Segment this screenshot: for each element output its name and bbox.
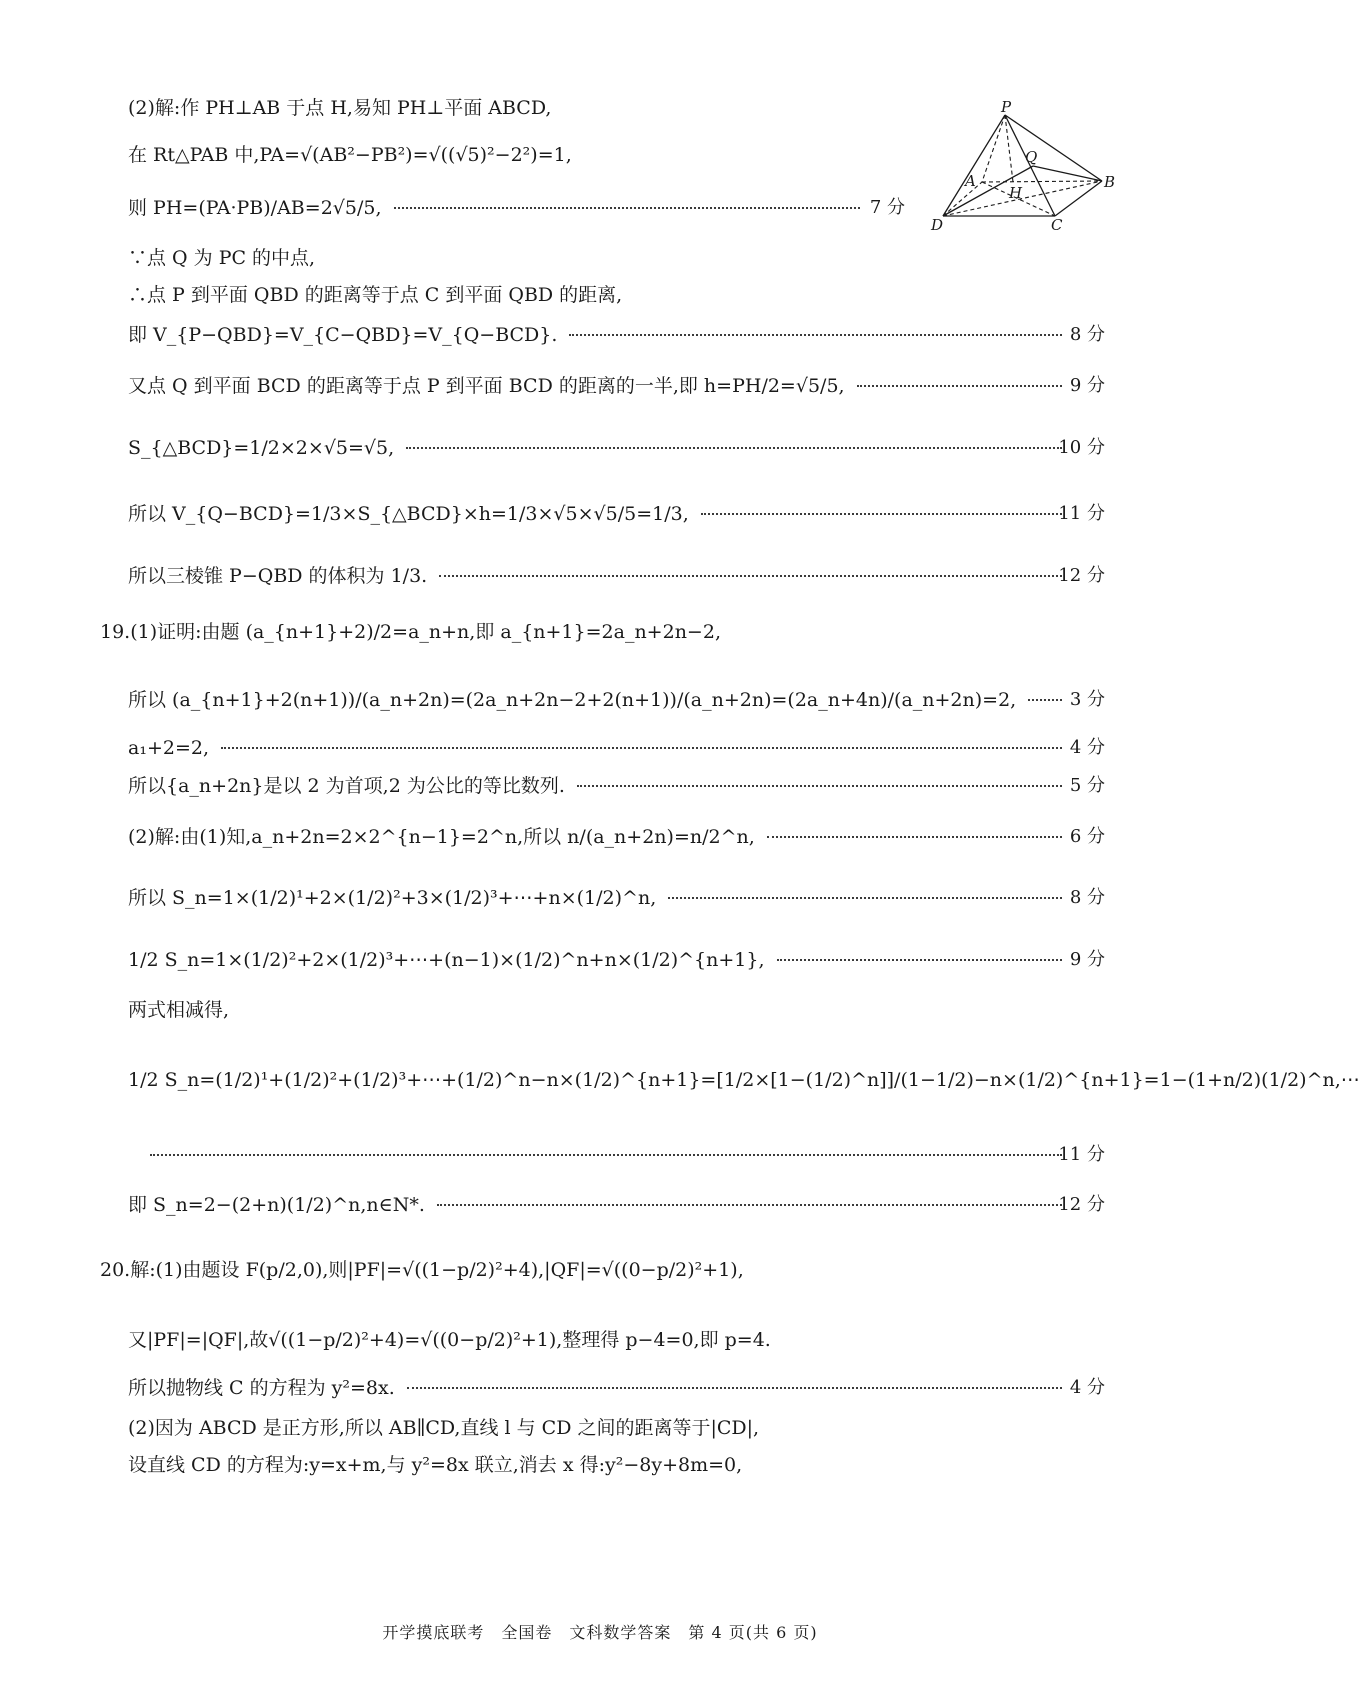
label-B: B [1104, 173, 1116, 191]
text-line [0, 556, 1200, 596]
text-line [0, 680, 1200, 720]
leader-dots [569, 334, 1062, 336]
leader-dots [577, 785, 1062, 787]
score-mark: 9 分 [1069, 375, 1105, 396]
leader-dots [701, 513, 1062, 515]
line-text: 19.(1)证明:由题 (a_{n+1}+2)/2=a_n+n,即 a_{n+1}=2a_n+2n−2, [100, 621, 721, 643]
page-footer: 开学摸底联考 全国卷 文科数学答案 第 4 页(共 6 页) [382, 1623, 818, 1642]
line-text: 1/2 S_n=(1/2)¹+(1/2)²+(1/2)³+⋯+(1/2)^n−n×(1/2)^{n+1}=[1/2×[1−(1/2)^n]]/(1−1/2)−n×(1/2)^{n+1}=1−(1+n/2)(1/2)^n,⋯ [128, 1069, 1360, 1091]
label-D: D [931, 216, 944, 234]
score-mark: 8 分 [1069, 887, 1105, 908]
text-line [0, 135, 1200, 175]
text-line [0, 1060, 1360, 1100]
line-text: 所以 V_{Q−BCD}=1/3×S_{△BCD}×h=1/3×√5×√5/5=1/3, [128, 503, 689, 525]
leader-dots [668, 897, 1062, 899]
line-text: (2)解:作 PH⊥AB 于点 H,易知 PH⊥平面 ABCD, [128, 97, 552, 119]
text-line [0, 1368, 1200, 1408]
line-text: (2)因为 ABCD 是正方形,所以 AB∥CD,直线 l 与 CD 之间的距离等于|CD|, [128, 1417, 760, 1439]
score-mark: 11 分 [1058, 503, 1105, 524]
text-line [0, 940, 1200, 980]
score-mark: 3 分 [1069, 689, 1105, 710]
score-mark: 11 分 [1058, 1144, 1105, 1165]
text-line [0, 878, 1200, 918]
leader-dots [221, 747, 1062, 749]
leader-dots [150, 1154, 1062, 1156]
score-mark: 4 分 [1069, 737, 1105, 758]
line-text: 在 Rt△PAB 中,PA=√(AB²−PB²)=√((√5)²−2²)=1, [128, 144, 572, 166]
label-C: C [1051, 216, 1063, 234]
text-line [0, 1445, 1200, 1485]
text-line [0, 612, 1200, 652]
leader-dots [406, 447, 1062, 449]
leader-dots [857, 385, 1062, 387]
text-line [0, 1320, 1200, 1360]
line-text: S_{△BCD}=1/2×2×√5=√5, [128, 437, 395, 459]
line-text: (2)解:由(1)知,a_n+2n=2×2^{n−1}=2^n,所以 n/(a_n+2n)=n/2^n, [128, 826, 755, 848]
label-P: P [1001, 98, 1012, 116]
line-text: 所以抛物线 C 的方程为 y²=8x. [128, 1377, 395, 1399]
line-text: 即 S_n=2−(2+n)(1/2)^n,n∈N*. [128, 1194, 425, 1216]
leader-dots [407, 1387, 1062, 1389]
text-line [0, 766, 1200, 806]
text-line [0, 315, 1200, 355]
text-line [0, 990, 1200, 1030]
line-text: ∴点 P 到平面 QBD 的距离等于点 C 到平面 QBD 的距离, [128, 284, 623, 306]
line-text: 1/2 S_n=1×(1/2)²+2×(1/2)³+⋯+(n−1)×(1/2)^n+n×(1/2)^{n+1}, [128, 949, 765, 971]
score-mark: 12 分 [1058, 565, 1105, 586]
line-text: 20.解:(1)由题设 F(p/2,0),则|PF|=√((1−p/2)²+4),|QF|=√((0−p/2)²+1), [100, 1259, 744, 1281]
text-line [0, 728, 1200, 768]
line-text: 又|PF|=|QF|,故√((1−p/2)²+4)=√((0−p/2)²+1),整理得 p−4=0,即 p=4. [128, 1329, 771, 1351]
score-mark: 9 分 [1069, 949, 1105, 970]
leader-dots [1028, 699, 1062, 701]
text-line [0, 1185, 1200, 1225]
leader-dots [777, 959, 1062, 961]
line-text: a₁+2=2, [128, 737, 210, 759]
text-line [0, 494, 1200, 534]
line-text: 所以三棱锥 P−QBD 的体积为 1/3. [128, 565, 428, 587]
score-mark: 12 分 [1058, 1194, 1105, 1215]
score-mark: 4 分 [1069, 1377, 1105, 1398]
line-text: 两式相减得, [128, 999, 230, 1021]
text-line [0, 817, 1200, 857]
score-mark: 10 分 [1058, 437, 1105, 458]
text-line [0, 366, 1200, 406]
score-mark: 6 分 [1069, 826, 1105, 847]
leader-dots [767, 836, 1062, 838]
text-line [0, 275, 1200, 315]
text-line [0, 188, 1200, 228]
line-text: ∵点 Q 为 PC 的中点, [128, 247, 316, 269]
line-text: 又点 Q 到平面 BCD 的距离等于点 P 到平面 BCD 的距离的一半,即 h=PH/2=√5/5, [128, 375, 845, 397]
label-Q: Q [1025, 148, 1038, 166]
label-H: H [1009, 184, 1023, 202]
line-text: 所以 S_n=1×(1/2)¹+2×(1/2)²+3×(1/2)³+⋯+n×(1/2)^n, [128, 887, 657, 909]
line-text: 设直线 CD 的方程为:y=x+m,与 y²=8x 联立,消去 x 得:y²−8y+8m=0, [128, 1454, 743, 1476]
line-text: 即 V_{P−QBD}=V_{C−QBD}=V_{Q−BCD}. [128, 324, 558, 346]
line-text: 则 PH=(PA·PB)/AB=2√5/5, [128, 197, 382, 219]
leader-dots [394, 207, 860, 209]
text-line [0, 238, 1200, 278]
text-line [0, 1250, 1200, 1290]
label-A: A [965, 172, 976, 190]
text-line [0, 1408, 1200, 1448]
leader-dots [439, 575, 1062, 577]
leader-dots [437, 1204, 1062, 1206]
score-mark: 5 分 [1069, 775, 1105, 796]
score-mark: 8 分 [1069, 324, 1105, 345]
text-line [0, 1135, 1200, 1175]
text-line [0, 428, 1200, 468]
line-text: 所以{a_n+2n}是以 2 为首项,2 为公比的等比数列. [128, 775, 565, 797]
line-text: 所以 (a_{n+1}+2(n+1))/(a_n+2n)=(2a_n+2n−2+2(n+1))/(a_n+2n)=(2a_n+4n)/(a_n+2n)=2, [128, 689, 1017, 711]
score-mark: 7 分 [869, 197, 905, 218]
text-line [0, 88, 1200, 128]
